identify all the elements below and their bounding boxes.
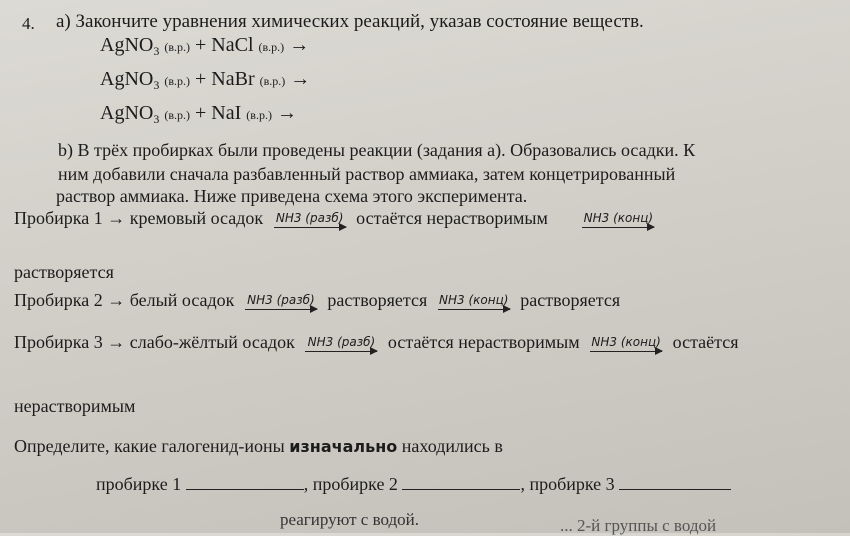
question-emphasis: изначально xyxy=(289,437,398,456)
bottom-cut-text: реагируют с водой. xyxy=(280,510,420,529)
tube-3-start: Пробирка 3 → слабо-жёлтый осадок xyxy=(14,332,295,352)
tube-1-arrow-dilute: NH3 (разб) xyxy=(274,211,346,228)
answer-line xyxy=(96,474,731,495)
tube-1-mid: остаётся нерастворимым xyxy=(356,208,548,228)
tube-1-start: Пробирка 1 → кремовый осадок xyxy=(14,208,264,228)
equation-2: AgNO$_3$ (в.р.) + NaBr (в.р.) → xyxy=(100,68,311,92)
tube-3-row xyxy=(14,332,739,353)
tube-1-row xyxy=(14,208,660,229)
tube-3-mid: остаётся нерастворимым xyxy=(387,332,580,352)
tube-2-arrow-conc: NH3 (конц) xyxy=(438,293,510,310)
tube-1-answer-blank[interactable] xyxy=(186,488,304,490)
equation-3: AgNO$_3$ (в.р.) + NaI (в.р.) → xyxy=(100,102,297,126)
tube-2-row xyxy=(14,290,620,311)
tube-3-answer-blank[interactable] xyxy=(619,488,731,490)
tube-2-arrow-dilute: NH3 (разб) xyxy=(245,293,317,310)
tube-3-end-continued: нерастворимым xyxy=(14,396,136,416)
tube-2-start: Пробирка 2 → белый осадок xyxy=(14,290,235,310)
tube-2-end: растворяется xyxy=(520,290,621,310)
equation-1: AgNO$_3$ (в.р.) + NaCl (в.р.) → xyxy=(100,34,310,58)
part-b-line-1: b) В трёх пробирках были проведены реакции (задания а). Образовались осадки. К xyxy=(58,140,696,160)
task-number: 4. xyxy=(22,14,35,33)
tube-1-end: растворяется xyxy=(14,262,114,282)
bottom-cut-text-right: ... 2-й группы с водой xyxy=(560,516,717,535)
tube-3-end: остаётся xyxy=(672,332,739,352)
tube-2-answer-label: , пробирке 2 xyxy=(303,474,398,494)
question-line: Определите, какие галогенид-ионы изначально находились в xyxy=(14,436,503,456)
tube-2-mid: растворяется xyxy=(327,290,428,310)
tube-3-arrow-dilute: NH3 (разб) xyxy=(305,335,377,352)
tube-1-answer-label: пробирке 1 xyxy=(96,474,182,494)
tube-1-arrow-conc: NH3 (конц) xyxy=(582,211,654,228)
part-b-line-2: ним добавили сначала разбавленный раствор аммиака, затем концетрированный xyxy=(58,164,676,184)
part-b-line-3: раствор аммиака. Ниже приведена схема этого эксперимента. xyxy=(56,186,528,206)
part-a-heading: a) Закончите уравнения химических реакций, указав состояние веществ. xyxy=(56,11,644,32)
tube-3-arrow-conc: NH3 (конц) xyxy=(590,335,662,352)
tube-3-answer-label: , пробирке 3 xyxy=(520,474,615,494)
tube-2-answer-blank[interactable] xyxy=(402,488,520,490)
